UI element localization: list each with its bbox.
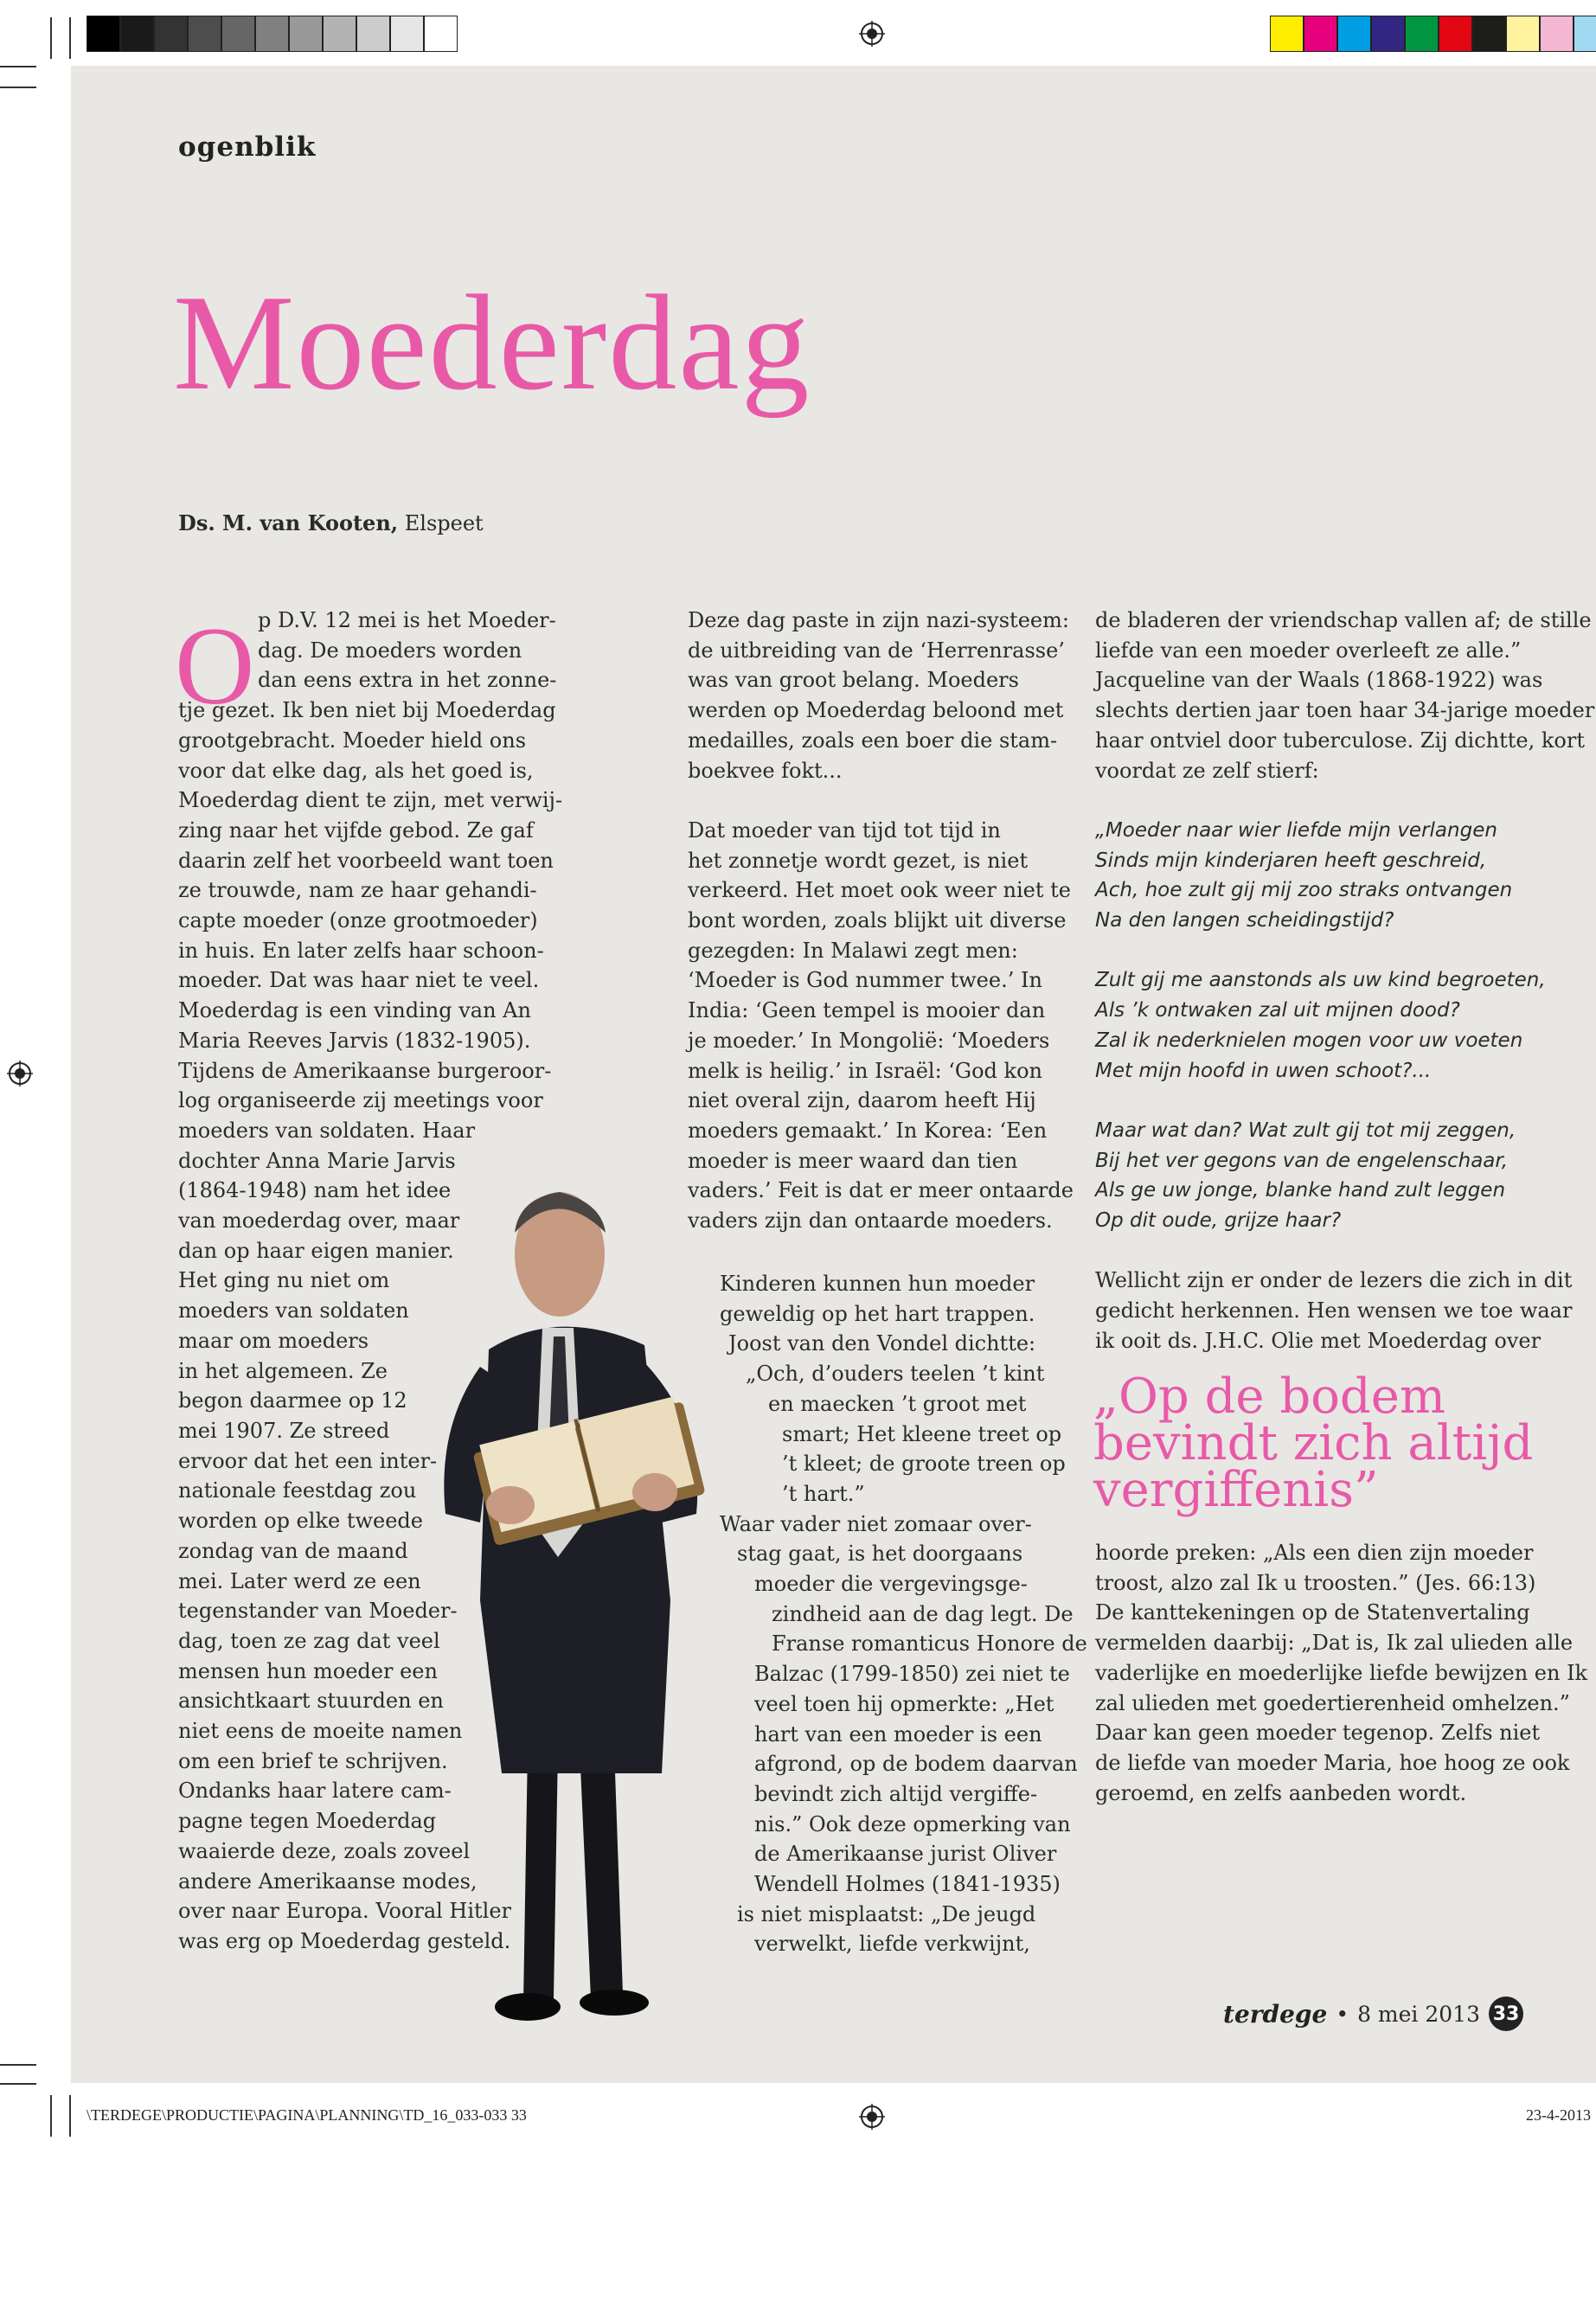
color-swatch	[1371, 16, 1405, 52]
text-line: Daar kan geen moeder tegenop. Zelfs niet	[1095, 1721, 1541, 1746]
text-line: niet eens de moeite namen	[178, 1719, 463, 1744]
crop-mark	[0, 2083, 36, 2085]
text-line: in het algemeen. Ze	[178, 1358, 388, 1383]
text-line: werden op Moederdag beloond met	[688, 698, 1064, 723]
crop-mark	[50, 17, 52, 59]
page-number: 33	[1489, 1997, 1523, 2031]
poem-line: Sinds mijn kinderjaren heeft geschreid,	[1095, 849, 1487, 872]
grayscale-bar	[87, 16, 458, 52]
text-line: de uitbreiding van de ‘Herrenrasse’	[688, 638, 1065, 663]
text-line: moeder die vergevingsge-	[754, 1572, 1028, 1597]
column-3	[1095, 606, 1594, 1356]
color-swatch	[1506, 16, 1540, 52]
crop-mark	[69, 2095, 71, 2137]
poem-line: Maar wat dan? Wat zult gij tot mij zeggen,	[1095, 1118, 1516, 1142]
text-line: om een brief te schrijven.	[178, 1748, 448, 1773]
text-line: mensen hun moeder een	[178, 1658, 438, 1683]
text-line: melk is heilig.’ in Israël: ‘God kon	[688, 1058, 1042, 1083]
text-line: Dat moeder van tijd tot tijd in	[688, 817, 1001, 843]
footer-separator: •	[1336, 2001, 1349, 2027]
drop-cap: O	[175, 605, 255, 727]
crop-mark	[0, 66, 36, 67]
gray-swatch	[289, 16, 323, 52]
text-line: tegenstander van Moeder-	[178, 1599, 458, 1624]
registration-mark-icon	[7, 1061, 33, 1086]
gray-swatch	[424, 16, 458, 52]
gray-swatch	[120, 16, 154, 52]
text-line: smart; Het kleene treet op	[782, 1421, 1062, 1446]
text-line: vaderlijke en moederlijke liefde bewijzen en Ik	[1095, 1660, 1588, 1685]
poem-line: Ach, hoe zult gij mij zoo straks ontvangen	[1095, 879, 1513, 902]
text-line: de bladeren der vriendschap vallen af; de stille	[1095, 608, 1592, 632]
text-line: De kanttekeningen op de Statenvertaling	[1095, 1600, 1530, 1625]
text-line: Waar vader niet zomaar over-	[720, 1511, 1032, 1536]
text-line: Ondanks haar latere cam-	[178, 1779, 452, 1804]
text-line: zal ulieden met goedertierenheid omhelzen.”	[1095, 1690, 1570, 1715]
text-line: vaders zijn dan ontaarde moeders.	[688, 1208, 1053, 1234]
text-line: Wendell Holmes (1841-1935)	[754, 1872, 1061, 1897]
color-swatch	[1574, 16, 1596, 52]
article-title: Moederdag	[173, 267, 811, 419]
text-line: Kinderen kunnen hun moeder	[720, 1272, 1035, 1296]
text-line: capte moeder (onze grootmoeder)	[178, 908, 538, 933]
color-swatch	[1405, 16, 1439, 52]
text-line: andere Amerikaanse modes,	[178, 1868, 478, 1894]
page-footer	[1223, 1997, 1523, 2031]
poem-line: Met mijn hoofd in uwen schoot?...	[1095, 1059, 1432, 1082]
gray-swatch	[390, 16, 424, 52]
color-swatch	[1439, 16, 1472, 52]
legs	[495, 1747, 649, 2021]
man-reading-book-photo	[428, 1150, 748, 2033]
text-line: Het ging nu niet om	[178, 1268, 390, 1293]
text-line: vaders.’ Feit is dat er meer ontaarde	[688, 1178, 1074, 1203]
text-line: waaierde deze, zoals zoveel	[178, 1838, 471, 1863]
gray-swatch	[221, 16, 255, 52]
text-line: ’t hart.”	[782, 1481, 865, 1506]
text-line: de liefde van moeder Maria, hoe hoog ze ook	[1095, 1750, 1570, 1775]
gray-swatch	[356, 16, 390, 52]
text-line: (1864-1948) nam het idee	[178, 1178, 452, 1203]
print-slug-path: \TERDEGE\PRODUCTIE\PAGINA\PLANNING\TD_16_033-033 33	[87, 2106, 527, 2124]
gray-swatch	[323, 16, 356, 52]
gray-swatch	[154, 16, 188, 52]
text-line: gedicht herkennen. Hen wensen we toe waar	[1095, 1298, 1573, 1324]
text-line: boekvee fokt...	[688, 758, 843, 783]
poem-line: Als ’k ontwaken zal uit mijnen dood?	[1095, 999, 1460, 1022]
section-label: ogenblik	[178, 131, 317, 163]
text-line: dan eens extra in het zonne-	[258, 668, 557, 693]
text-line: mei. Later werd ze een	[178, 1568, 421, 1593]
byline-place: Elspeet	[398, 511, 484, 535]
poem-line: „Moeder naar wier liefde mijn verlangen	[1095, 818, 1497, 842]
text-line: de Amerikaanse jurist Oliver	[754, 1842, 1057, 1867]
magazine-brand: terdege	[1223, 1999, 1328, 2029]
text-line: moeders van soldaten. Haar	[178, 1118, 476, 1143]
poem-line: Zal ik nederknielen mogen voor uw voeten	[1095, 1029, 1523, 1052]
text-line: dag. De moeders worden	[258, 638, 522, 663]
column-2-wrap	[720, 1269, 1087, 1959]
text-line: tje gezet. Ik ben niet bij Moederdag	[178, 698, 556, 723]
color-bar	[1270, 16, 1596, 52]
text-line: p D.V. 12 mei is het Moeder-	[258, 608, 556, 632]
column-3-paragraph-2	[1095, 1266, 1594, 1356]
text-line: daarin zelf het voorbeeld want toen	[178, 848, 554, 873]
poem-line: Bij het ver gegons van de engelenschaar,	[1095, 1149, 1509, 1172]
text-line: vermelden daarbij: „Dat is, Ik zal ulieden alle	[1095, 1631, 1574, 1656]
text-line: het zonnetje wordt gezet, is niet	[688, 848, 1029, 873]
text-line: hart van een moeder is een	[754, 1721, 1042, 1747]
text-line: hoorde preken: „Als een dien zijn moeder	[1095, 1541, 1534, 1565]
text-line: ansichtkaart stuurden en	[178, 1689, 444, 1714]
crop-mark	[50, 2095, 52, 2137]
text-line: pagne tegen Moederdag	[178, 1809, 437, 1834]
text-line: Balzac (1799-1850) zei niet te	[754, 1662, 1070, 1687]
issue-date: 8 mei 2013	[1357, 2001, 1480, 2027]
text-line: voordat ze zelf stierf:	[1095, 758, 1319, 783]
text-line: India: ‘Geen tempel is mooier dan	[688, 998, 1046, 1023]
text-line: was van groot belang. Moeders	[688, 668, 1019, 693]
text-line: je moeder.’ In Mongolië: ‘Moeders	[688, 1028, 1050, 1053]
text-line: „Och, d’ouders teelen ’t kint	[746, 1362, 1045, 1387]
poem-line: Op dit oude, grijze haar?	[1095, 1209, 1342, 1233]
text-line: liefde van een moeder overleeft ze alle.”	[1095, 638, 1522, 663]
text-line: en maecken ’t groot met	[768, 1391, 1027, 1416]
color-swatch	[1337, 16, 1371, 52]
byline-author: Ds. M. van Kooten,	[178, 510, 399, 535]
column-3-continued	[1095, 1538, 1587, 1808]
text-line: troost, alzo zal Ik u troosten.” (Jes. 66:13)	[1095, 1570, 1536, 1595]
text-line: nationale feestdag zou	[178, 1478, 417, 1503]
text-line: bevindt zich altijd vergiffe-	[754, 1781, 1038, 1806]
text-line: was erg op Moederdag gesteld.	[178, 1928, 511, 1953]
text-line: moeder. Dat was haar niet te veel.	[178, 968, 540, 993]
text-line: voor dat elke dag, als het goed is,	[178, 758, 534, 783]
poem-line: Als ge uw jonge, blanke hand zult leggen	[1095, 1179, 1506, 1202]
crop-mark	[0, 2064, 36, 2066]
text-line: dan op haar eigen manier.	[178, 1238, 454, 1263]
text-line: moeder is meer waard dan tien	[688, 1148, 1018, 1173]
text-line: zondag van de maand	[178, 1538, 408, 1563]
text-line: verwelkt, liefde verkwijnt,	[754, 1932, 1030, 1957]
print-slug-date: 23-4-2013	[1526, 2106, 1591, 2124]
gray-swatch	[255, 16, 289, 52]
poem-line: Zult gij me aanstonds als uw kind begroeten,	[1095, 969, 1546, 992]
text-line: worden op elke tweede	[178, 1509, 423, 1534]
text-line: Moederdag dient te zijn, met verwij-	[178, 788, 563, 813]
text-line: slechts dertien jaar toen haar 34-jarige moeder	[1095, 698, 1595, 723]
text-line: ze trouwde, nam ze haar gehandi-	[178, 878, 537, 903]
pull-quote: „Op de bodem bevindt zich altijd vergiffenis”	[1093, 1368, 1534, 1518]
crop-mark	[69, 17, 71, 59]
registration-mark-icon	[859, 2104, 885, 2130]
text-line: medailles, zoals een boer die stam-	[688, 727, 1058, 753]
text-line: ervoor dat het een inter-	[178, 1448, 438, 1473]
text-line: grootgebracht. Moeder hield ons	[178, 727, 527, 753]
text-line: niet overal zijn, daarom heeft Hij	[688, 1088, 1036, 1113]
text-line: bont worden, zoals blijkt uit diverse	[688, 908, 1067, 933]
text-line: Joost van den Vondel dichtte:	[728, 1331, 1036, 1356]
color-swatch	[1472, 16, 1506, 52]
text-line: geweldig op het hart trappen.	[720, 1301, 1035, 1326]
text-line: mei 1907. Ze streed	[178, 1418, 390, 1443]
column-2-paragraph-1	[688, 606, 1074, 785]
text-line: zing naar het vijfde gebod. Ze gaf	[178, 817, 534, 843]
text-line: Wellicht zijn er onder de lezers die zich in dit	[1095, 1268, 1573, 1293]
byline	[178, 510, 484, 535]
text-line: over naar Europa. Vooral Hitler	[178, 1899, 512, 1924]
gray-swatch	[87, 16, 120, 52]
color-swatch	[1540, 16, 1574, 52]
text-line: Franse romanticus Honore de	[772, 1631, 1087, 1657]
text-line: Tijdens de Amerikaanse burgeroor-	[178, 1058, 552, 1083]
color-swatch	[1304, 16, 1337, 52]
text-line: veel toen hij opmerkte: „Het	[754, 1691, 1054, 1716]
crop-mark	[0, 87, 36, 88]
text-line: moeders van soldaten	[178, 1298, 409, 1324]
text-line: verkeerd. Het moet ook weer niet te	[688, 878, 1071, 903]
text-line: afgrond, op de bodem daarvan	[754, 1752, 1078, 1777]
text-line: geroemd, en zelfs aanbeden wordt.	[1095, 1780, 1467, 1805]
poem-line: Na den langen scheidingstijd?	[1095, 909, 1394, 933]
text-line: is niet misplaatst: „De jeugd	[737, 1901, 1036, 1926]
text-line: stag gaat, is het doorgaans	[737, 1541, 1023, 1567]
gray-swatch	[188, 16, 221, 52]
column-3-paragraph-1	[1095, 606, 1594, 785]
text-line: ik ooit ds. J.H.C. Olie met Moederdag over	[1095, 1328, 1542, 1353]
text-line: Deze dag paste in zijn nazi-systeem:	[688, 608, 1069, 632]
text-line: ‘Moeder is God nummer twee.’ In	[688, 968, 1042, 993]
text-line: nis.” Ook deze opmerking van	[754, 1811, 1071, 1836]
registration-mark-icon	[859, 21, 885, 47]
text-line: haar ontviel door tuberculose. Zij dichtte, kort	[1095, 727, 1585, 753]
color-swatch	[1270, 16, 1304, 52]
text-line: Maria Reeves Jarvis (1832-1905).	[178, 1028, 531, 1053]
text-line: van moederdag over, maar	[178, 1208, 460, 1234]
text-line: log organiseerde zij meetings voor	[178, 1088, 543, 1113]
text-line: begon daarmee op 12	[178, 1388, 407, 1413]
text-line: dag, toen ze zag dat veel	[178, 1628, 440, 1653]
text-line: Jacqueline van der Waals (1868-1922) was	[1095, 668, 1543, 693]
text-line: ’t kleet; de groote treen op	[782, 1452, 1066, 1477]
text-line: Moederdag is een vinding van An	[178, 998, 531, 1023]
text-line: in huis. En later zelfs haar schoon-	[178, 938, 544, 963]
text-line: zindheid aan de dag legt. De	[772, 1601, 1074, 1626]
text-line: dochter Anna Marie Jarvis	[178, 1148, 456, 1173]
text-line: moeders gemaakt.’ In Korea: ‘Een	[688, 1118, 1048, 1143]
text-line: maar om moeders	[178, 1328, 369, 1353]
poem	[1095, 816, 1594, 1266]
text-line: gezegden: In Malawi zegt men:	[688, 938, 1018, 963]
